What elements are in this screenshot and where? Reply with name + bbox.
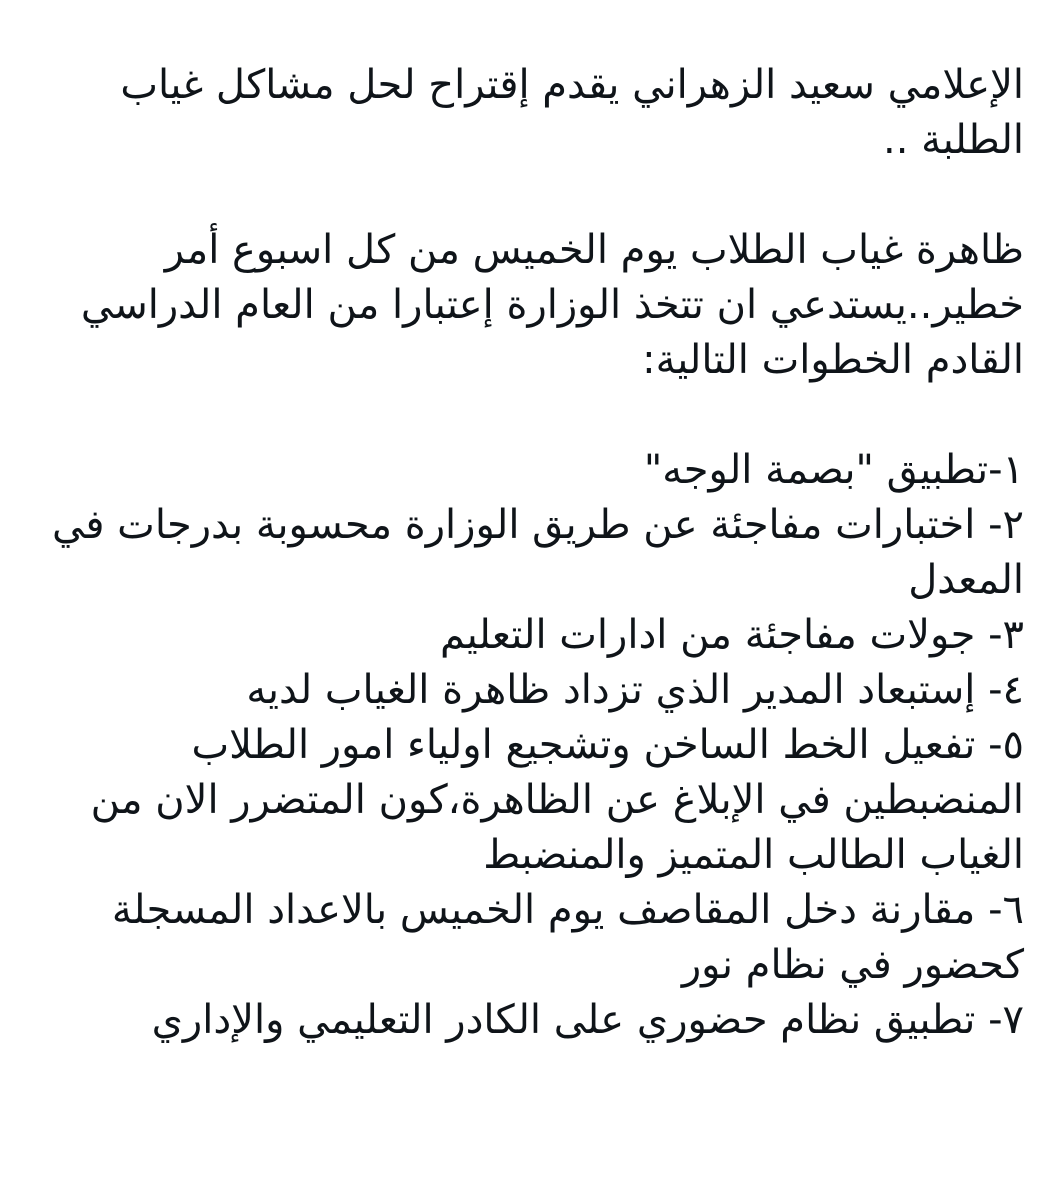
intro-line: خطير..يستدعي ان تتخذ الوزارة إعتبارا من العام الدراسي <box>80 282 1024 328</box>
paragraph-gap <box>24 168 1024 223</box>
step-line: المنضبطين في الإبلاغ عن الظاهرة،كون المتضرر الان من <box>90 777 1024 823</box>
headline-paragraph <box>24 58 1024 168</box>
step-line: الغياب الطالب المتميز والمنضبط <box>483 832 1024 878</box>
step-line: المعدل <box>908 557 1024 603</box>
step-line: ١-تطبيق "بصمة الوجه" <box>643 447 1024 493</box>
headline-line: الطلبة .. <box>882 117 1024 163</box>
intro-paragraph <box>24 223 1024 388</box>
step-line: ٥- تفعيل الخط الساخن وتشجيع اولياء امور الطلاب <box>191 722 1024 768</box>
steps-list <box>24 443 1024 1048</box>
intro-line: القادم الخطوات التالية: <box>642 337 1024 383</box>
paragraph-gap <box>24 388 1024 443</box>
step-line: ٧- تطبيق نظام حضوري على الكادر التعليمي والإداري <box>151 997 1024 1043</box>
step-line: ٢- اختبارات مفاجئة عن طريق الوزارة محسوبة بدرجات في <box>51 502 1024 548</box>
intro-line: ظاهرة غياب الطلاب يوم الخميس من كل اسبوع أمر <box>164 227 1024 273</box>
headline-line: الإعلامي سعيد الزهراني يقدم إقتراح لحل مشاكل غياب <box>120 62 1024 108</box>
step-line: ٣- جولات مفاجئة من ادارات التعليم <box>439 612 1024 658</box>
step-line: كحضور في نظام نور <box>681 942 1024 988</box>
step-line: ٦- مقارنة دخل المقاصف يوم الخميس بالاعداد المسجلة <box>111 887 1024 933</box>
step-line: ٤- إستبعاد المدير الذي تزداد ظاهرة الغياب لديه <box>246 667 1024 713</box>
